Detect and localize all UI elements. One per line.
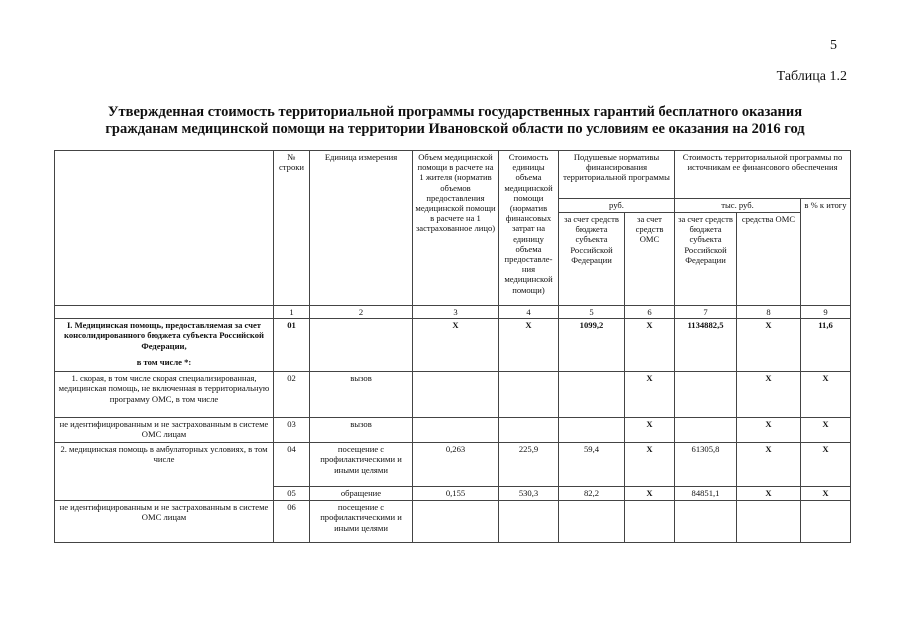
table-row bbox=[55, 418, 851, 443]
page-number: 5 bbox=[830, 38, 837, 53]
row-pc-budget: 59,4 bbox=[559, 443, 625, 487]
col-number: 5 bbox=[559, 306, 625, 319]
row-pc-budget: 1099,2 bbox=[559, 319, 625, 372]
row-num: 05 bbox=[274, 487, 310, 501]
table-row bbox=[55, 319, 851, 372]
row-name-cell bbox=[55, 319, 274, 372]
row-unit: посещение с профилактическими и иными целями bbox=[310, 443, 413, 487]
row-name-subtitle: в том числе *: bbox=[136, 356, 192, 367]
row-cost: 225,9 bbox=[499, 443, 559, 487]
title-line-1: Утвержденная стоимость территориальной программы государственных гарантий бесплатного оказания bbox=[107, 104, 803, 120]
header-pct-total: в % к итогу bbox=[801, 199, 851, 306]
row-pct: X bbox=[801, 487, 851, 501]
table-row bbox=[55, 372, 851, 418]
header-per-capita: Подушевые нормативы финансирования территориальной программы bbox=[559, 151, 675, 199]
row-c-budget bbox=[675, 372, 737, 418]
column-number-row bbox=[55, 306, 851, 319]
col-number: 6 bbox=[625, 306, 675, 319]
col-number: 7 bbox=[675, 306, 737, 319]
row-num: 02 bbox=[274, 372, 310, 418]
row-name: I. Медицинская помощь, предоставляемая за счет консолидированного бюджета субъекта Российской Федерации, bbox=[64, 320, 264, 351]
row-c-oms: X bbox=[737, 319, 801, 372]
row-volume: 0,155 bbox=[413, 487, 499, 501]
row-pct: 11,6 bbox=[801, 319, 851, 372]
row-num: 04 bbox=[274, 443, 310, 487]
row-c-oms: X bbox=[737, 443, 801, 487]
row-volume: 0,263 bbox=[413, 443, 499, 487]
document-title bbox=[40, 104, 870, 138]
header-volume: Объем медицинской помощи в расчете на 1 жителя (норматив объемов предоставления медицинской помощи в расчете на 1 застрахованное лицо) bbox=[413, 151, 499, 306]
row-unit: обращение bbox=[310, 487, 413, 501]
row-pc-oms: X bbox=[625, 443, 675, 487]
row-c-budget: 1134882,5 bbox=[675, 319, 737, 372]
col-number: 4 bbox=[499, 306, 559, 319]
row-cost bbox=[499, 418, 559, 443]
row-c-budget: 61305,8 bbox=[675, 443, 737, 487]
col-number: 8 bbox=[737, 306, 801, 319]
row-volume bbox=[413, 418, 499, 443]
row-c-oms: X bbox=[737, 418, 801, 443]
row-num: 01 bbox=[274, 319, 310, 372]
title-line-2: гражданам медицинской помощи на территории Ивановской области по условиям ее оказания на 2016 год bbox=[105, 121, 805, 137]
header-cost: Стоимость единицы объема медицинской помощи (норматив финансовых затрат на единицу объема предоставле-ния медицинской помощи) bbox=[499, 151, 559, 306]
header-row-num: № строки bbox=[274, 151, 310, 306]
row-cost: X bbox=[499, 319, 559, 372]
row-unit: вызов bbox=[310, 372, 413, 418]
row-c-oms: X bbox=[737, 487, 801, 501]
row-name: не идентифицированным и не застрахованным в системе ОМС лицам bbox=[55, 501, 274, 543]
row-cost: 530,3 bbox=[499, 487, 559, 501]
row-volume bbox=[413, 501, 499, 543]
row-volume: X bbox=[413, 319, 499, 372]
header-by-source: Стоимость территориальной программы по источникам ее финансового обеспечения bbox=[675, 151, 851, 199]
row-num: 06 bbox=[274, 501, 310, 543]
table-row bbox=[55, 443, 851, 487]
header-thous-rub: тыс. руб. bbox=[675, 199, 801, 213]
header-oms-funds: за счет средств ОМС bbox=[625, 213, 675, 306]
table-row bbox=[55, 501, 851, 543]
header-unit: Единица измерения bbox=[310, 151, 413, 306]
row-pc-oms bbox=[625, 501, 675, 543]
row-unit: вызов bbox=[310, 418, 413, 443]
row-pc-budget bbox=[559, 501, 625, 543]
col-number: 3 bbox=[413, 306, 499, 319]
header-oms-funds-2: средства ОМС bbox=[737, 213, 801, 306]
row-c-budget bbox=[675, 418, 737, 443]
header-row-1 bbox=[55, 151, 851, 199]
row-name: не идентифицированным и не застрахованным в системе ОМС лицам bbox=[55, 418, 274, 443]
row-c-oms: X bbox=[737, 372, 801, 418]
row-pc-oms: X bbox=[625, 418, 675, 443]
row-pc-oms: X bbox=[625, 319, 675, 372]
cost-table bbox=[54, 150, 851, 543]
row-pc-budget: 82,2 bbox=[559, 487, 625, 501]
row-pct bbox=[801, 501, 851, 543]
header-budget-funds: за счет средств бюджета субъекта Российской Федерации bbox=[559, 213, 625, 306]
row-cost bbox=[499, 501, 559, 543]
row-pc-oms: X bbox=[625, 487, 675, 501]
row-pc-oms: X bbox=[625, 372, 675, 418]
row-pct: X bbox=[801, 418, 851, 443]
col-number: 1 bbox=[274, 306, 310, 319]
header-rub: руб. bbox=[559, 199, 675, 213]
table-label: Таблица 1.2 bbox=[776, 69, 847, 84]
col-number: 9 bbox=[801, 306, 851, 319]
row-pc-budget bbox=[559, 418, 625, 443]
row-num: 03 bbox=[274, 418, 310, 443]
row-name: 2. медицинская помощь в амбулаторных условиях, в том числе bbox=[55, 443, 274, 501]
row-c-oms bbox=[737, 501, 801, 543]
header-blank-cell bbox=[55, 151, 274, 306]
row-pct: X bbox=[801, 372, 851, 418]
row-pct: X bbox=[801, 443, 851, 487]
col-number: 2 bbox=[310, 306, 413, 319]
row-unit: посещение с профилактическими и иными целями bbox=[310, 501, 413, 543]
row-c-budget bbox=[675, 501, 737, 543]
row-cost bbox=[499, 372, 559, 418]
row-c-budget: 84851,1 bbox=[675, 487, 737, 501]
col-number-blank bbox=[55, 306, 274, 319]
row-volume bbox=[413, 372, 499, 418]
row-unit bbox=[310, 319, 413, 372]
row-name: 1. скорая, в том числе скорая специализированная, медицинская помощь, не включенная в территориальную программу ОМС, в том числе bbox=[55, 372, 274, 418]
header-budget-funds-2: за счет средств бюджета субъекта Российской Федерации bbox=[675, 213, 737, 306]
row-pc-budget bbox=[559, 372, 625, 418]
